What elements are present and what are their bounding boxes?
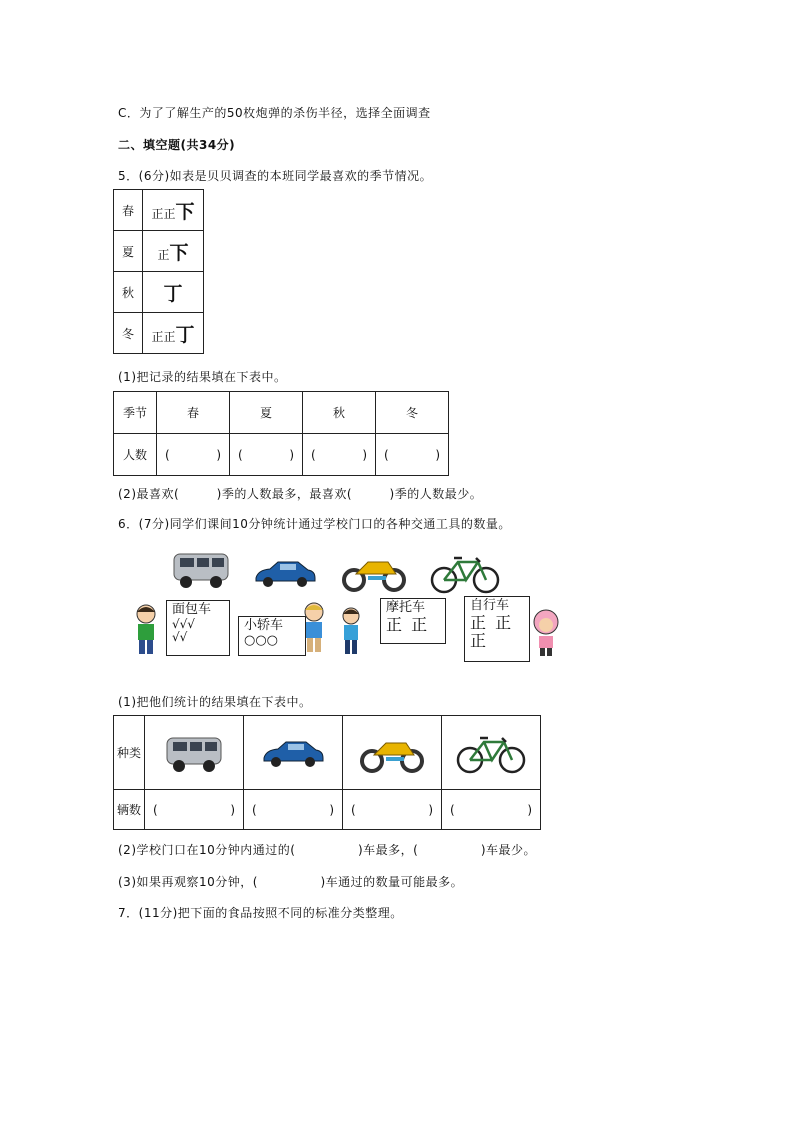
header-label-cell: 季节 [114,392,157,434]
motorcycle-image [342,552,406,592]
answer-cell[interactable]: ( ) [244,790,343,830]
tally-mark-cell: 正下 [143,231,204,272]
season-cell: 冬 [114,313,143,354]
vehicle-image-cell [442,716,541,790]
season-count-table [113,391,449,476]
answer-cell[interactable]: ( ) [145,790,244,830]
partial-tally-mark: 下 [169,241,189,264]
answer-cell[interactable]: ( ) [376,434,449,476]
answer-cell[interactable]: ( ) [157,434,230,476]
season-header-cell: 冬 [376,392,449,434]
vehicle-image-cell [244,716,343,790]
partial-tally-mark: 丁 [163,282,183,305]
table-row [114,790,541,830]
partial-tally-mark: 下 [175,200,195,223]
season-header-cell: 夏 [230,392,303,434]
type-label-cell: 种类 [114,716,145,790]
question-7-title: 7．(11分)把下面的食品按照不同的标准分类整理。 [118,906,403,920]
question-5-part-1: (1)把记录的结果填在下表中。 [118,370,287,384]
answer-cell[interactable]: ( ) [230,434,303,476]
tally-mark-cell [143,272,204,313]
vehicle-count-table [113,715,541,830]
child-figure-icon [132,604,160,658]
bubble-title: 面包车 [172,602,212,617]
question-6-title: 6．(7分)同学们课间10分钟统计通过学校门口的各种交通工具的数量。 [118,517,511,531]
season-header-cell: 春 [157,392,230,434]
bubble-tally: ○○○ [244,632,279,648]
car-image [260,738,326,768]
tally-row [114,190,204,231]
table-row [114,392,449,434]
tally-row [114,231,204,272]
bubble-tally: 正 正 [386,614,430,634]
bicycle-image [430,552,500,594]
tally-mark-cell: 正正丁 [143,313,204,354]
vehicle-image-cell [343,716,442,790]
child-figure-icon [338,606,364,658]
bubble-title: 摩托车 [386,600,426,615]
partial-tally-mark: 丁 [175,323,195,346]
child-figure-icon [530,608,562,658]
option-c: C．为了了解生产的50枚炮弹的杀伤半径，选择全面调查 [118,106,431,120]
traffic-illustration [130,548,580,663]
vehicle-image-cell [145,716,244,790]
season-cell: 秋 [114,272,143,313]
season-cell: 夏 [114,231,143,272]
answer-cell[interactable]: ( ) [303,434,376,476]
question-6-part-3: (3)如果再观察10分钟，( )车通过的数量可能最多。 [118,875,464,889]
bicycle-tally-bubble [464,596,530,662]
bubble-tally: 正 正 正 [470,612,514,651]
tally-row [114,313,204,354]
table-row [114,434,449,476]
car-image [252,558,318,588]
count-label-cell: 辆数 [114,790,145,830]
child-figure-icon [300,602,328,658]
question-6-part-1: (1)把他们统计的结果填在下表中。 [118,695,312,709]
count-label-cell: 人数 [114,434,157,476]
question-6-part-2: (2)学校门口在10分钟内通过的( )车最多，( )车最少。 [118,843,536,857]
season-header-cell: 秋 [303,392,376,434]
bubble-title: 小轿车 [244,618,284,633]
question-5-part-2: (2)最喜欢( )季的人数最多，最喜欢( )季的人数最少。 [118,487,483,501]
bicycle-image [456,732,526,774]
table-row [114,716,541,790]
question-5-title: 5．(6分)如表是贝贝调查的本班同学最喜欢的季节情况。 [118,169,433,183]
section-title: 二、填空题(共34分) [118,138,236,152]
car-tally-bubble [238,616,306,656]
tally-row [114,272,204,313]
season-cell: 春 [114,190,143,231]
answer-cell[interactable]: ( ) [343,790,442,830]
bubble-tally-checks: √√√ √√ [172,616,195,645]
motorcycle-tally-bubble [380,598,446,644]
tally-table [113,189,204,354]
van-image [170,548,232,590]
motorcycle-image [360,733,424,773]
bubble-title: 自行车 [470,598,510,613]
answer-cell[interactable]: ( ) [442,790,541,830]
van-image [163,732,225,774]
van-tally-bubble [166,600,230,656]
tally-mark-cell: 正正下 [143,190,204,231]
